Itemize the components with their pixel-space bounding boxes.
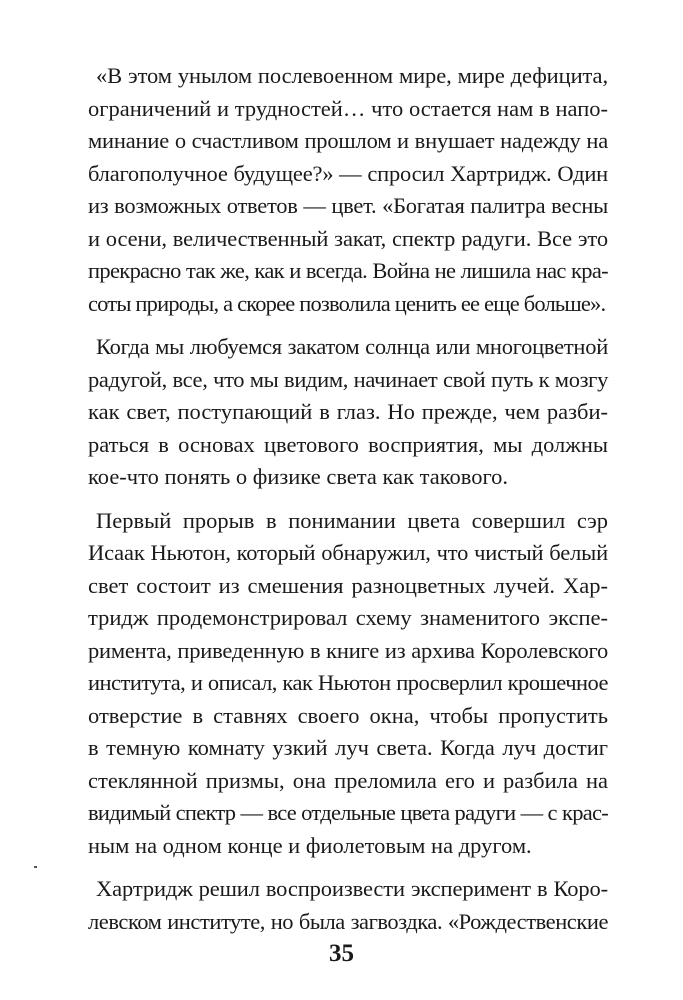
text-line: ным на одном конце и фиолетовым на другом.: [88, 832, 532, 858]
text-line: «В этом унылом послевоенном мире, мире дефицита,: [96, 63, 608, 88]
paragraph: [88, 505, 608, 863]
text-line: как свет, поступающий в глаз. Но прежде, чем разби-: [88, 399, 608, 424]
text-line: прекрасно так же, как и всегда. Война не лишила нас кра-: [88, 258, 608, 283]
text-line: ограничений и трудностей… что остается нам в напо-: [88, 95, 608, 121]
text-line: и осени, величественный закат, спектр радуги. Все это: [88, 225, 608, 251]
text-line: благополучное будущее?» — спросил Хартридж. Один: [88, 160, 608, 186]
scan-speck: [34, 866, 37, 868]
text-line: отверстие в ставнях своего окна, чтобы пропустить: [88, 702, 608, 728]
text-line: стеклянной призмы, она преломила его и разбила на: [88, 767, 608, 793]
paragraph: [88, 873, 608, 938]
text-line: института, и описал, как Ньютон просверлил крошечное: [88, 670, 608, 695]
text-line: соты природы, а скорее позволила ценить ее еще больше».: [88, 290, 606, 316]
paragraph: [88, 60, 608, 320]
text-line: из возможных ответов — цвет. «Богатая палитра весны: [88, 193, 608, 218]
text-line: римента, приведенную в книге из архива Королевского: [88, 637, 608, 663]
paragraph: [88, 331, 608, 494]
page-number: 35: [329, 940, 354, 967]
text-line: кое-что понять о физике света как такового.: [88, 464, 509, 489]
text-line: левском институте, но была загвоздка. «Рождественские: [88, 908, 608, 934]
text-line: свет состоит из смешения разноцветных лучей. Хар-: [88, 572, 608, 598]
text-line: радугой, все, что мы видим, начинает свой путь к мозгу: [88, 366, 608, 392]
text-line: тридж продемонстрировал схему знаменитого экспе-: [88, 605, 608, 630]
text-line: Исаак Ньютон, который обнаружил, что чистый белый: [88, 540, 608, 565]
text-line: Когда мы любуемся закатом солнца или многоцветной: [96, 334, 608, 359]
text-line: в темную комнату узкий луч света. Когда луч достиг: [88, 735, 608, 760]
text-line: Первый прорыв в понимании цвета совершил сэр: [96, 507, 608, 533]
text-line: видимый спектр — все отдельные цвета радуги — с крас-: [88, 800, 608, 825]
text-line: Хартридж решил воспроизвести эксперимент в Коро-: [96, 876, 608, 901]
text-line: раться в основах цветового восприятия, мы должны: [88, 431, 608, 457]
page-body: [88, 60, 608, 949]
text-line: минание о счастливом прошлом и внушает надежду на: [88, 128, 608, 153]
